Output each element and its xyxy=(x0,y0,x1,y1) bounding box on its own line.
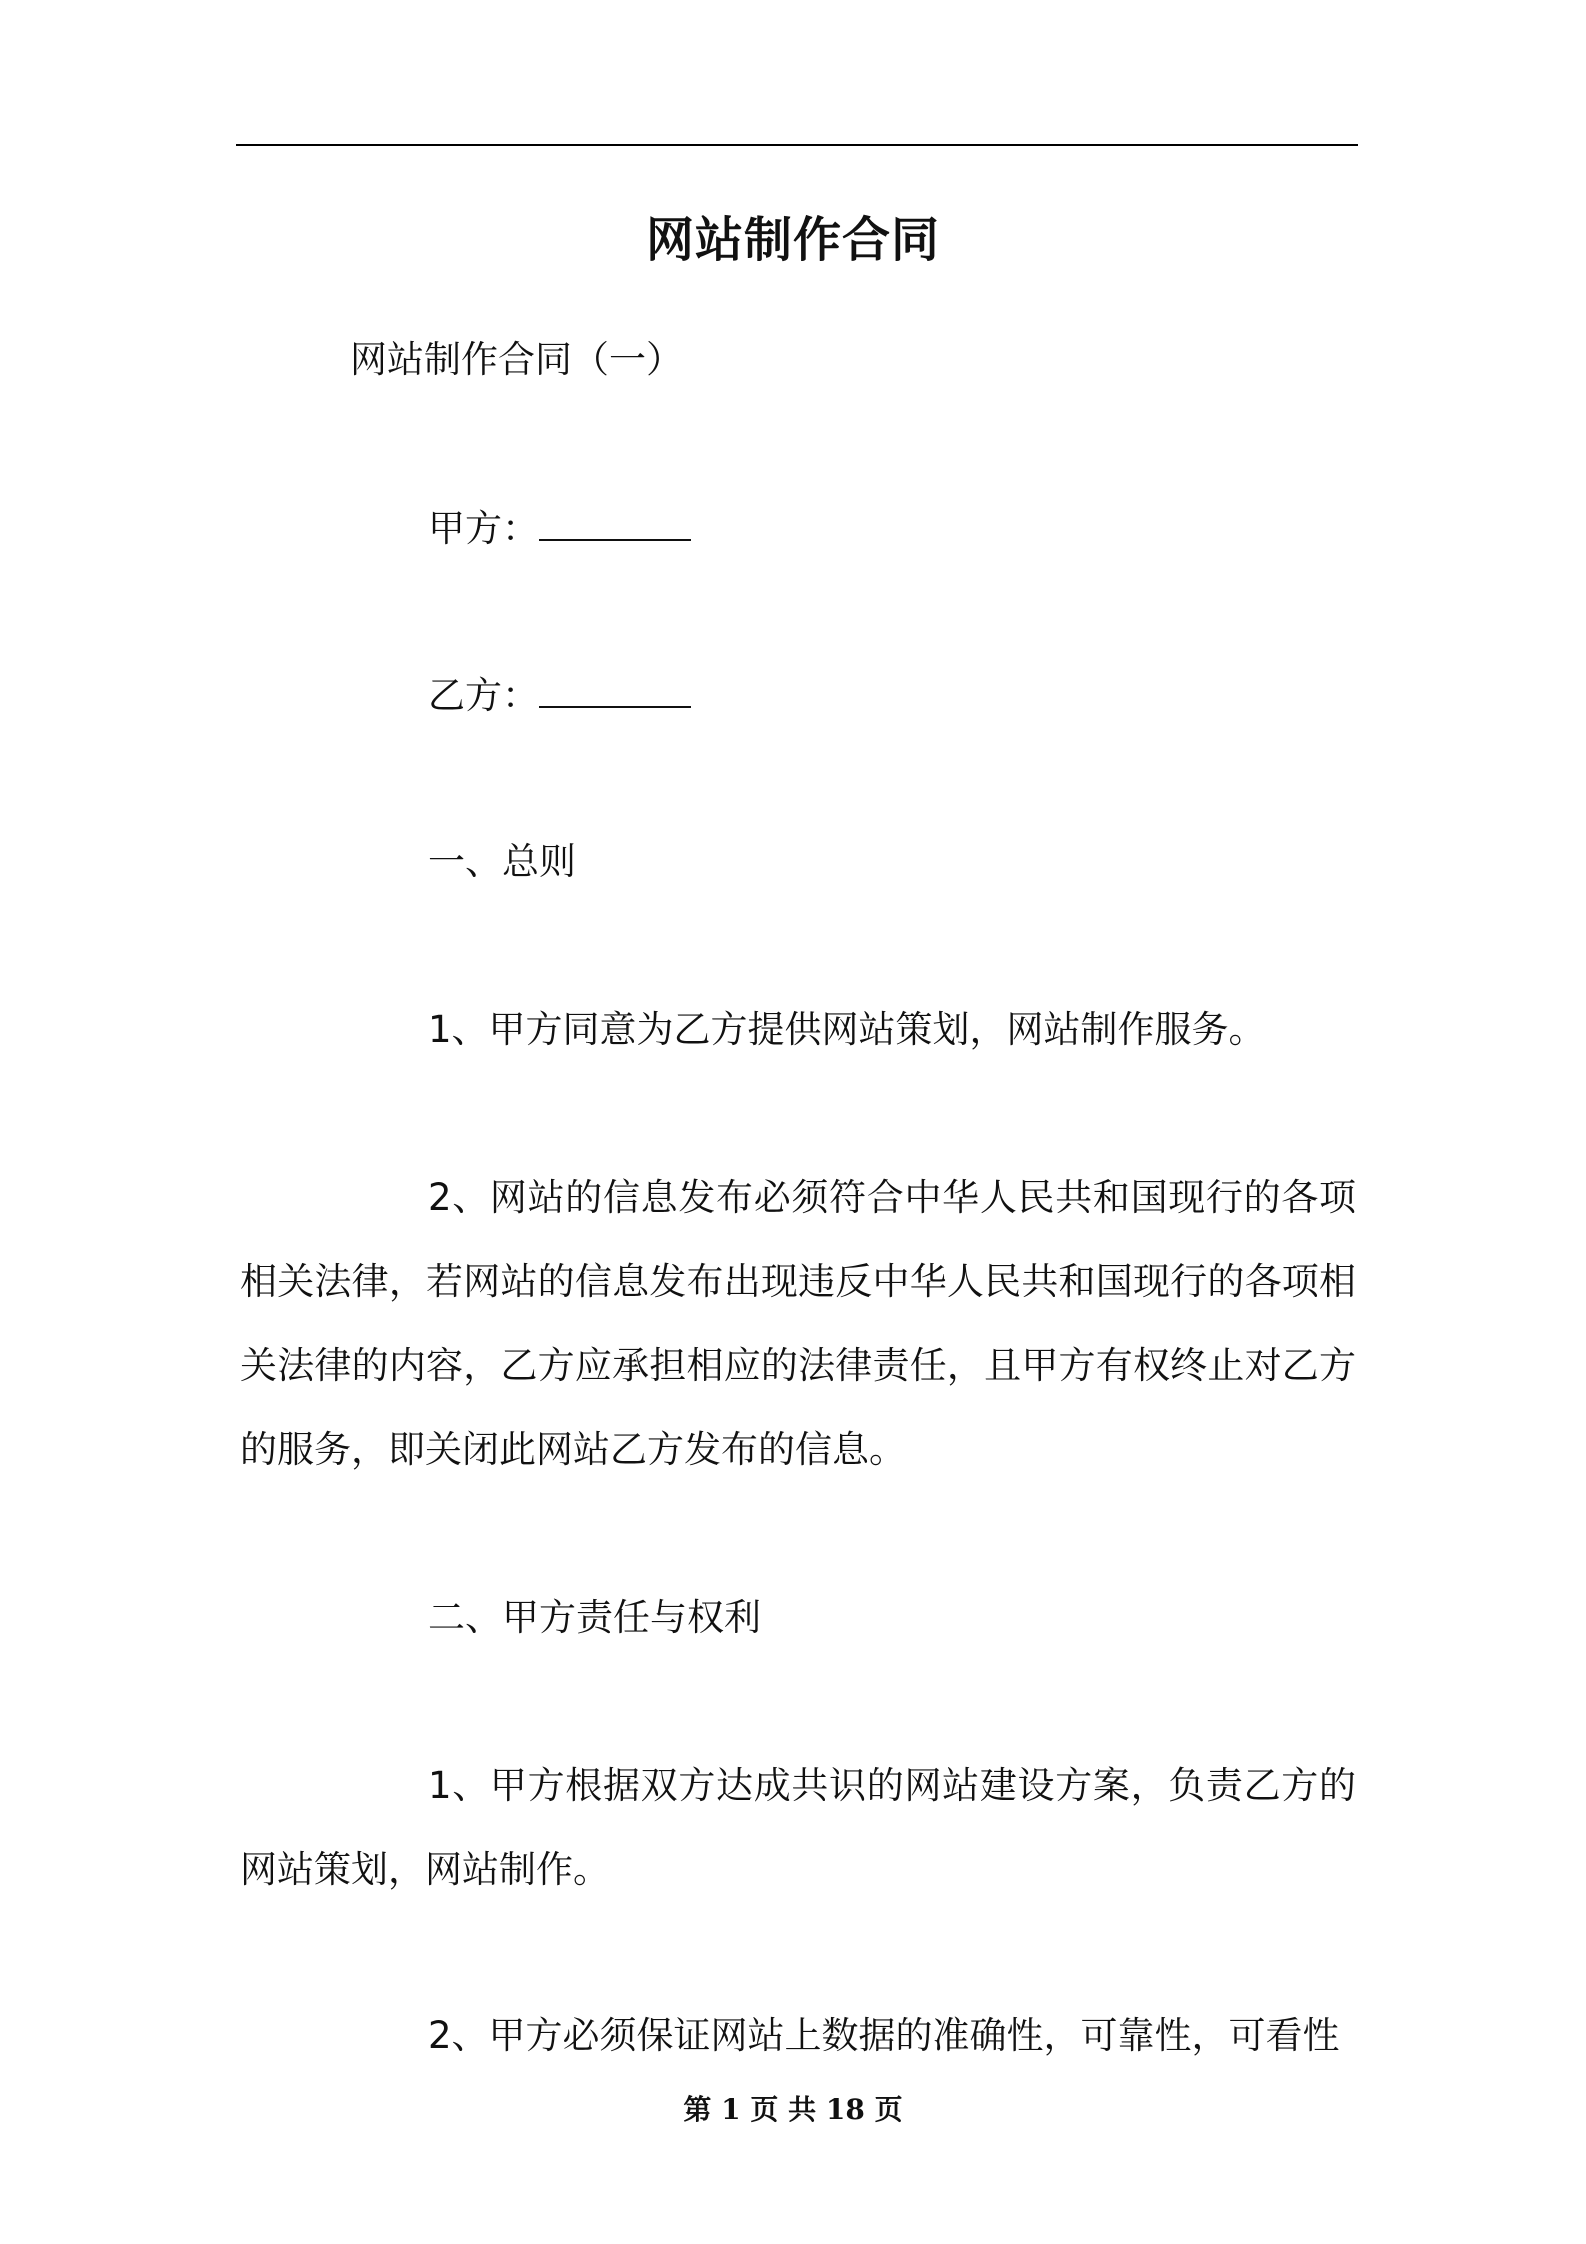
section-1-item-2: 2、网站的信息发布必须符合中华人民共和国现行的各项相关法律，若网站的信息发布出现违反中华人民共和国现行的各项相关法律的内容，乙方应承担相应的法律责任，且甲方有权终止对乙方的服务，即关闭此网站乙方发布的信息。 xyxy=(240,1176,1356,1471)
party-b-line xyxy=(428,654,1544,738)
contract-subtitle: 网站制作合同（一） xyxy=(350,338,683,381)
section-2-item-1: 1、甲方根据双方达成共识的网站建设方案，负责乙方的网站策划，网站制作。 xyxy=(240,1764,1356,1891)
party-a-blank xyxy=(539,505,691,541)
party-b-label: 乙方： xyxy=(428,674,539,717)
header-rule xyxy=(236,144,1358,146)
party-a-label: 甲方： xyxy=(428,507,539,550)
section-2-item-2: 2、甲方必须保证网站上数据的准确性，可靠性，可看性 xyxy=(428,2014,1340,2057)
party-b-blank xyxy=(539,672,691,708)
section-2-heading: 二、甲方责任与权利 xyxy=(428,1596,761,1639)
document-title: 网站制作合同 xyxy=(645,212,940,268)
page-indicator: 第 1 页 共 18 页 xyxy=(683,2093,903,2126)
section-1-item-1: 1、甲方同意为乙方提供网站策划，网站制作服务。 xyxy=(428,1008,1266,1051)
section-1-heading: 一、总则 xyxy=(428,840,576,883)
party-a-line xyxy=(428,487,1544,571)
